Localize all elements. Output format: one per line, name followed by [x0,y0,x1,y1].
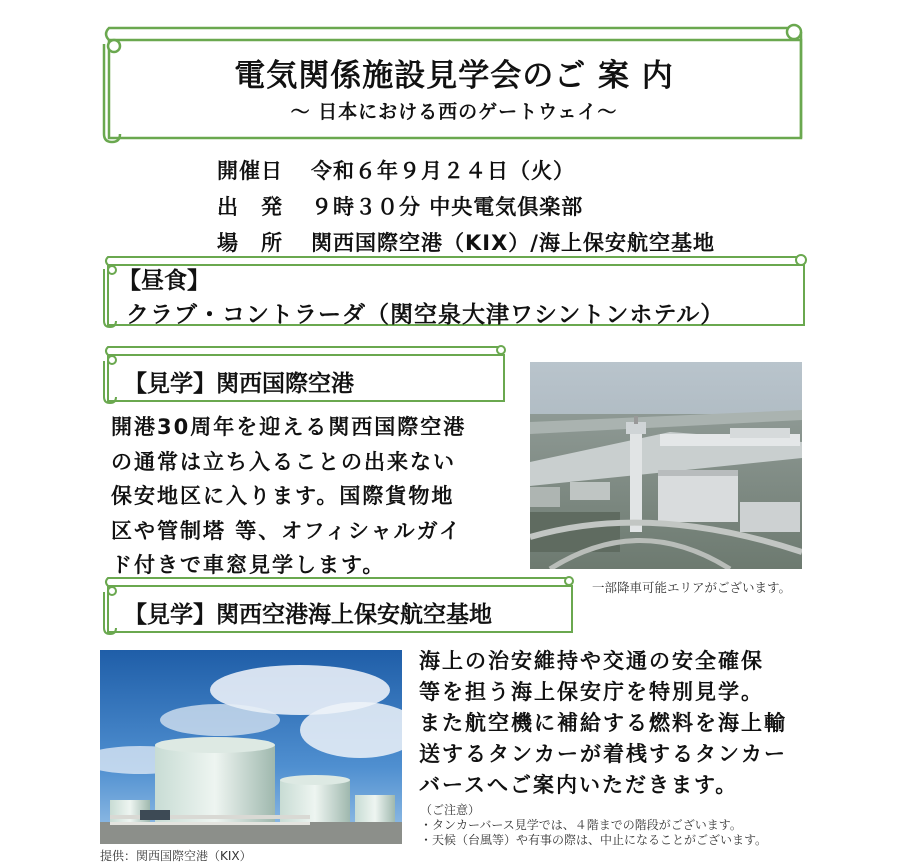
airport-photo [530,362,802,569]
detail-date-label: 開催日 [217,159,283,183]
lunch-venue: クラブ・コントラーダ（関空泉大津ワシントンホテル） [126,302,725,328]
detail-date [217,155,575,185]
detail-departure-value: ９時３０分 中央電気倶楽部 [311,195,584,219]
visit2-line: 送するタンカーが着桟するタンカー [419,742,787,766]
detail-date-value: 令和６年９月２４日（火） [311,159,575,183]
tank-photo-credit: 提供：関西国際空港（KIX） [100,849,252,863]
note-item: ・タンカーバース見学では、４階までの階段がございます。 [420,818,742,832]
visit1-line: ド付きで車窓見学します。 [111,553,386,577]
notes-title: （ご注意） [420,803,481,817]
visit2-line: 海上の治安維持や交通の安全確保 [419,649,764,673]
airport-photo-caption: 一部降車可能エリアがございます。 [592,580,792,595]
visit1-line: 保安地区に入ります。国際貨物地 [111,484,455,508]
page-title: 電気関係施設見学会のご 案 内 [234,58,674,94]
detail-place-value: 関西国際空港（KIX）/海上保安航空基地 [311,231,715,255]
visit1-description [111,410,531,583]
visit1-line: 開港30周年を迎える関西国際空港 [111,415,467,439]
detail-departure-label: 出 発 [217,195,283,219]
lunch-heading: 【昼食】 [118,268,210,294]
detail-place-label: 場 所 [217,231,283,255]
visit2-line: 等を担う海上保安庁を特別見学。 [419,680,764,704]
tank-photo [100,650,402,844]
visit1-line: の通常は立ち入ることの出来ない [111,449,456,474]
visit1-line: 区や管制塔 等、オフィシャルガイ [111,518,462,543]
detail-departure [217,191,583,221]
visit1-heading: 【見学】関西国際空港 [124,371,354,397]
visit2-heading: 【見学】関西空港海上保安航空基地 [124,602,492,628]
notes-block [420,803,767,848]
airport-photo-image [530,362,802,569]
tank-photo-image [100,650,402,844]
visit2-description [419,646,859,801]
visit2-line: また航空機に補給する燃料を海上輸 [419,711,787,735]
note-item: ・天候（台風等）や有事の際は、中止になることがございます。 [420,833,768,847]
page-subtitle: ～ 日本における西のゲートウェイ～ [290,101,618,123]
visit2-line: バースへご案内いただきます。 [419,773,739,797]
